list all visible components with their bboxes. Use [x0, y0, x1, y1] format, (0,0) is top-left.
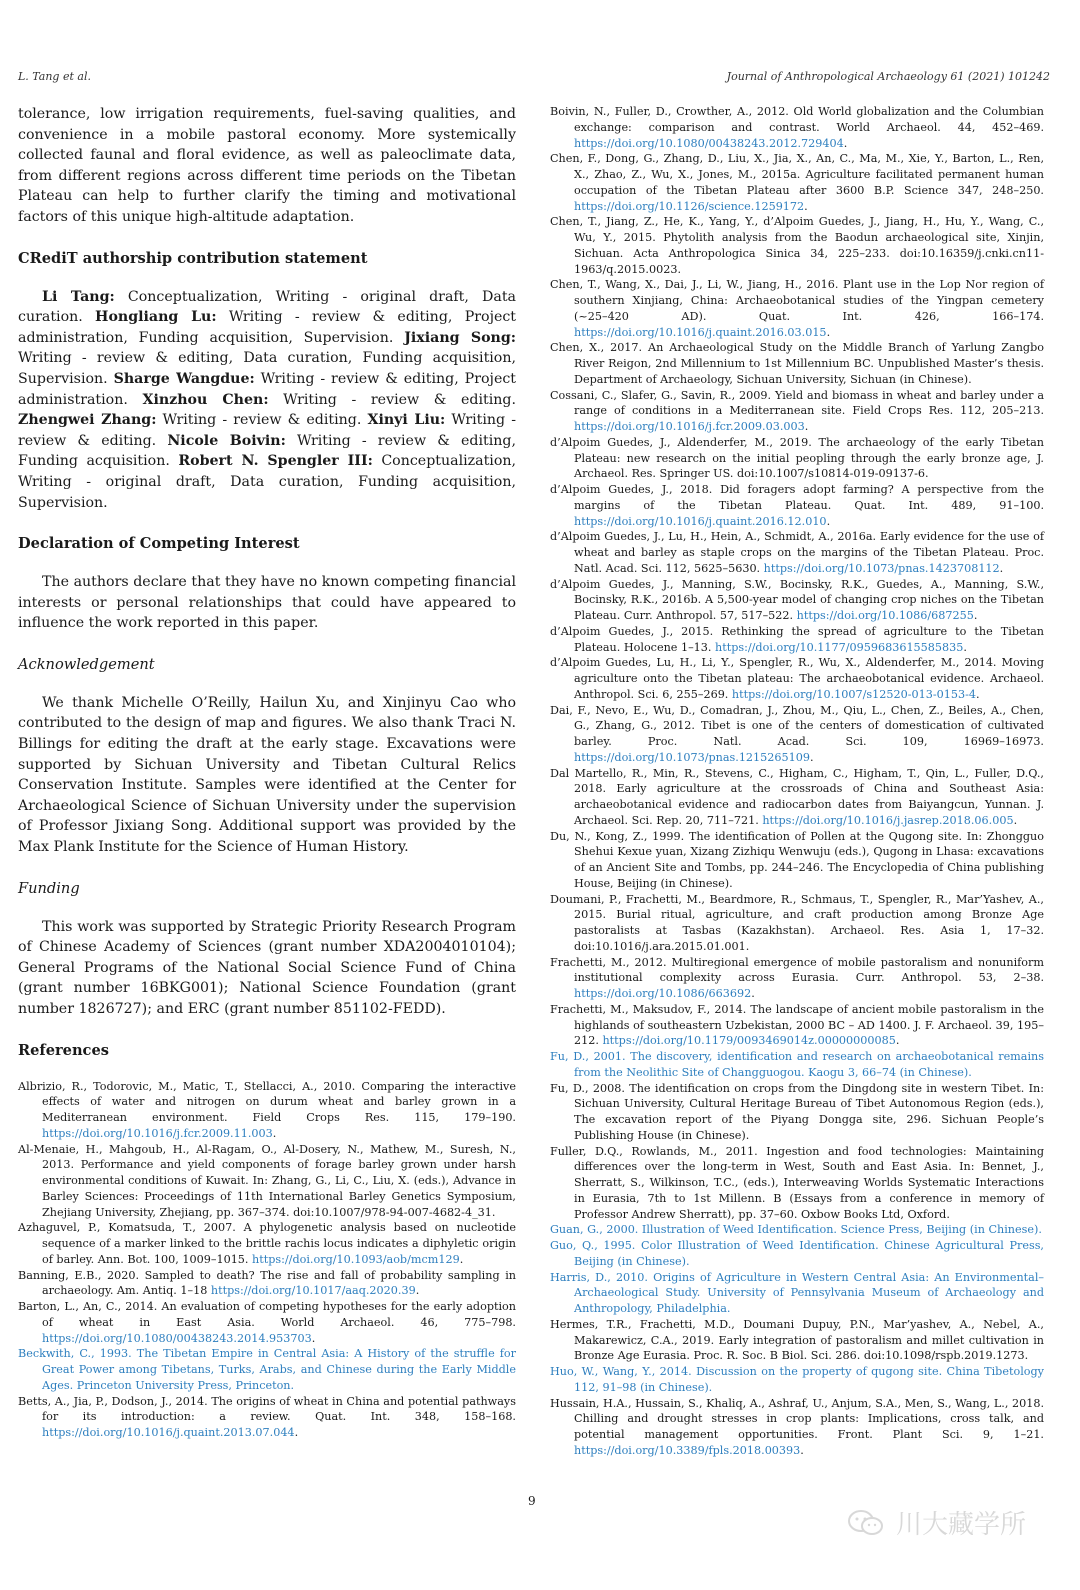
- reference-item: [550, 1049, 1044, 1081]
- reference-text: Al-Menaie, H., Mahgoub, H., Al-Ragam, O., Al-Dosery, N., Mathew, M., Suresh, N., 2013. Performance and yield components of forage barley grown under harsh environmental conditions of Kuwait. In: Zhang, G., Li, C., Liu, X. (eds.), Advance in Barley Sciences: Proceedings of 11th International Barley Genetics Symposium, Zhejiang University, Zhejiang, pp. 367–374. doi:10.1007/978-94-007-4682-4_31.: [18, 1142, 516, 1219]
- reference-text: Guo, Q., 1995. Color Illustration of Weed Identification. Chinese Agricultural Press, Beijing (in Chinese).: [550, 1239, 1044, 1268]
- reference-item: [550, 1081, 1044, 1144]
- reference-item: Azhaguvel, P., Komatsuda, T., 2007. A phylogenetic analysis based on nucleotide sequence of a marker linked to the brittle rachis locus indicates a diphyletic origin of barley. Ann. Bot. 100, 1009–1015. https://doi.org/10.1093/aob/mcm129.: [18, 1221, 516, 1266]
- reference-item: [550, 1222, 1044, 1238]
- reference-item: [550, 1317, 1044, 1364]
- watermark: [846, 1504, 1026, 1541]
- funding-text: This work was supported by Strategic Priority Research Program of Chinese Academy of Sciences (grant number XDA2004010104); General Programs of the National Social Science Fund of China (grant number 16BKG001); National Science Foundation (grant number 1826727); and ERC (grant number 851102-FEDD).: [18, 918, 516, 1017]
- references-heading: References: [18, 1041, 109, 1059]
- credit-author-roles: Writing - review & editing.: [156, 412, 368, 429]
- reference-item: Frachetti, M., 2012. Multiregional emergence of mobile pastoralism and nonuniform institutional complexity across Eurasia. Curr. Anthropol. 53, 2–38. https://doi.org/10.1086/663692.: [550, 955, 1044, 1000]
- credit-author-name: Zhengwei Zhang:: [18, 412, 157, 429]
- reference-text: Boivin, N., Fuller, D., Crowther, A., 2012. Old World globalization and the Columbian exchange: comparison and contrast. World Archaeol. 44, 452–469.: [550, 105, 1044, 134]
- reference-item: Cossani, C., Slafer, G., Savin, R., 2009. Yield and biomass in wheat and barley under a range of conditions in a Mediterranean site. Field Crops Res. 112, 205–213. https://doi.org/10.1016/j.fcr.2009.03.003.: [550, 388, 1044, 433]
- intro-paragraph: tolerance, low irrigation requirements, fuel-saving qualities, and convenience in a mobile pastoral economy. More systemically collected faunal and floral evidence, as well as paleoclimate data, from different regions across different time periods on the Tibetan Plateau can help to further clarify the timing and motivational factors of this unique high-altitude adaptation.: [18, 106, 516, 225]
- reference-text: d’Alpoim Guedes, J., Manning, S.W., Bocinsky, R.K., Guedes, A., Manning, S.W., Bocinsky, R.K., 2016b. A 5,500-year model of changing crop niches on the Tibetan Plateau. Curr. Anthropol. 57, 517–522.: [550, 577, 1044, 622]
- funding-heading: Funding: [18, 879, 80, 897]
- doi-link[interactable]: https://doi.org/10.1016/j.quaint.2013.07.044: [42, 1426, 295, 1440]
- reference-item: [550, 214, 1044, 277]
- reference-item: [550, 829, 1044, 892]
- reference-text: Azhaguvel, P., Komatsuda, T., 2007. A phylogenetic analysis based on nucleotide sequence of a marker linked to the brittle rachis locus indicates a diphyletic origin of barley. Ann. Bot. 100, 1009–1015.: [18, 1221, 516, 1266]
- reference-item: [550, 1270, 1044, 1317]
- right-column: [550, 104, 1044, 1459]
- reference-text: Dai, F., Nevo, E., Wu, D., Comadran, J., Zhou, M., Qiu, L., Chen, Z., Beiles, A., Chen, G., Zhang, G., 2012. Tibet is one of the centers of domestication of cultivated barley. Proc. Natl. Acad. Sci. 109, 16969–16973.: [550, 703, 1044, 748]
- reference-item: d’Alpoim Guedes, J., 2015. Rethinking the spread of agriculture to the Tibetan Plateau. Holocene 1–13. https://doi.org/10.1177/0959683615585835.: [550, 624, 1044, 654]
- reference-item: Frachetti, M., Maksudov, F., 2014. The landscape of ancient mobile pastoralism in the highlands of southeastern Uzbekistan, 2000 BC – AD 1400. J. F. Archaeol. 39, 195–212. https://doi.org/10.1179/0093469014z.00000000085.: [550, 1002, 1044, 1048]
- doi-link[interactable]: https://doi.org/10.1016/j.quaint.2016.03.015: [574, 325, 827, 339]
- reference-text: Huo, W., Wang, Y., 2014. Discussion on the property of qugong site. China Tibetology 112, 91–98 (in Chinese).: [550, 1365, 1044, 1394]
- doi-link[interactable]: https://doi.org/10.1126/science.1259172: [574, 199, 805, 213]
- reference-text: Chen, F., Dong, G., Zhang, D., Liu, X., Jia, X., An, C., Ma, M., Xie, Y., Barton, L., Ren, X., Zhao, Z., Wu, X., Jones, M., 2015a. Agriculture facilitated permanent human occupation of the Tibetan Plateau after 3600 B.P. Science 347, 248–250.: [550, 152, 1044, 197]
- reference-text: Harris, D., 2010. Origins of Agriculture in Western Central Asia: An Environmental–Archaeological Study. University of Pennsylvania Museum of Archaeology and Anthropology, Philadelphia.: [550, 1270, 1044, 1315]
- reference-item: [550, 1144, 1044, 1223]
- acknowledgement-text: We thank Michelle O’Reilly, Hailun Xu, and Xinjinyu Cao who contributed to the design of map and figures. We also thank Traci N. Billings for editing the draft at the early stage. Excavations were supported by Sichuan University and Tibetan Cultural Relics Conservation Institute. Samples were identified at the Center for Archaeological Science of Sichuan University under the supervision of Professor Jixiang Song. Additional support was provided by the Max Plank Institute for the Science of Human History.: [18, 694, 516, 856]
- doi-link[interactable]: https://doi.org/10.1073/pnas.1215265109: [574, 750, 810, 764]
- reference-text: d’Alpoim Guedes, J., 2015. Rethinking the spread of agriculture to the Tibetan Plateau. Holocene 1–13.: [550, 624, 1044, 654]
- credit-author-roles: Conceptualization, Writing - original draft, Data curation.: [18, 288, 516, 326]
- reference-text: Hussain, H.A., Hussain, S., Khaliq, A., Ashraf, U., Anjum, S.A., Men, S., Wang, L., 2018. Chilling and drought stresses in crop plants: Implications, cross talk, and potential management opportunities. Front. Plant Sci. 9, 1–21.: [550, 1396, 1044, 1441]
- credit-author-name: Hongliang Lu:: [95, 309, 217, 326]
- reference-item: d’Alpoim Guedes, J., Manning, S.W., Bocinsky, R.K., Guedes, A., Manning, S.W., Bocinsky, R.K., 2016b. A 5,500-year model of changing crop niches on the Tibetan Plateau. Curr. Anthropol. 57, 517–522. https://doi.org/10.1086/687255.: [550, 577, 1044, 622]
- credit-heading: CRediT authorship contribution statement: [18, 249, 368, 267]
- credit-statement: [18, 287, 516, 514]
- reference-text: Beckwith, C., 1993. The Tibetan Empire in Central Asia: A History of the struffle for Great Power among Tibetans, Turks, Arabs, and Chinese during the Early Middle Ages. Princeton University Press, Princeton.: [18, 1347, 516, 1392]
- acknowledgement-heading: Acknowledgement: [18, 655, 155, 673]
- doi-link[interactable]: https://doi.org/10.1016/j.jasrep.2018.06.005: [762, 813, 1014, 827]
- reference-item: Dai, F., Nevo, E., Wu, D., Comadran, J., Zhou, M., Qiu, L., Chen, Z., Beiles, A., Chen, G., Zhang, G., 2012. Tibet is one of the centers of domestication of cultivated barley. Proc. Natl. Acad. Sci. 109, 16969–16973. https://doi.org/10.1073/pnas.1215265109.: [550, 703, 1044, 764]
- reference-item: Chen, F., Dong, G., Zhang, D., Liu, X., Jia, X., An, C., Ma, M., Xie, Y., Barton, L., Ren, X., Zhao, Z., Wu, X., Jones, M., 2015a. Agriculture facilitated permanent human occupation of the Tibetan Plateau after 3600 B.P. Science 347, 248–250. https://doi.org/10.1126/science.1259172.: [550, 152, 1044, 213]
- reference-item: [550, 1364, 1044, 1396]
- credit-author-roles: Writing - review & editing, Project administration, Funding acquisition, Supervision.: [18, 309, 517, 346]
- reference-item: d’Alpoim Guedes, J., Lu, H., Hein, A., Schmidt, A., 2016a. Early evidence for the use of wheat and barley as staple crops on the margins of the Tibetan Plateau. Proc. Natl. Acad. Sci. 112, 5625–5630. https://doi.org/10.1073/pnas.1423708112.: [550, 530, 1044, 575]
- reference-text: Fuller, D.Q., Rowlands, M., 2011. Ingestion and food technologies: Maintaining differences over the long-term in West, South and East Asia. In: Bennet, J., Sherratt, S., Wilkinson, T.C., (eds.), Interweaving Worlds Systematic Interactions in Eurasia, 7th to 1st Millenn. B (Essays from a conference in memory of Professor Andrew Sherratt), pp. 37–60. Oxbow Books Ltd, Oxford.: [550, 1144, 1044, 1221]
- credit-author-roles: Writing - review & editing.: [268, 391, 516, 408]
- reference-item: Banning, E.B., 2020. Sampled to death? The rise and fall of probability sampling in archaeology. Am. Antiq. 1–18 https://doi.org/10.1017/aaq.2020.39.: [18, 1268, 516, 1298]
- page-number: 9: [528, 1494, 536, 1508]
- reference-text: d’Alpoim Guedes, Lu, H., Li, Y., Spengler, R., Wu, X., Aldenderfer, M., 2014. Moving agriculture onto the Tibetan plateau: The archaeobotanical evidence. Archaeol. Anthropol. Sci. 6, 255–269.: [550, 656, 1044, 701]
- reference-text: Chen, T., Jiang, Z., He, K., Yang, Y., d’Alpoim Guedes, J., Jiang, H., Hu, Y., Wang, C., Wu, Y., 2015. Phytolith analysis from the Baodun archaeological site, Xinjin, Sichuan. Acta Anthropologica Sinica 34, 225–233. doi:10.16359/j.cnki.cn11-1963/q.2015.0023.: [550, 215, 1044, 276]
- doi-link[interactable]: https://doi.org/10.1177/0959683615585835: [715, 640, 964, 654]
- reference-text: d’Alpoim Guedes, J., Lu, H., Hein, A., Schmidt, A., 2016a. Early evidence for the use of wheat and barley as staple crops on the margins of the Tibetan Plateau. Proc. Natl. Acad. Sci. 112, 5625–5630.: [550, 530, 1044, 575]
- left-column: [18, 104, 516, 1441]
- wechat-icon: [846, 1509, 886, 1537]
- doi-link[interactable]: https://doi.org/10.1016/j.quaint.2016.12.010: [574, 514, 827, 528]
- credit-author-name: Sharge Wangdue:: [113, 370, 255, 387]
- reference-item: Dal Martello, R., Min, R., Stevens, C., Higham, C., Higham, T., Qin, L., Fuller, D.Q., 2018. Early agriculture at the crossroads of China and Southeast Asia: archaeobotanical evidence and radiocarbon dates from Baiyangcun, Yunnan. J. Archaeol. Sci. Rep. 20, 711–721. https://doi.org/10.1016/j.jasrep.2018.06.005.: [550, 766, 1044, 827]
- running-head-authors: L. Tang et al.: [18, 70, 91, 83]
- reference-text: Albrizio, R., Todorovic, M., Matic, T., Stellacci, A., 2010. Comparing the interactive effects of water and nitrogen on durum wheat and barley grown in a Mediterranean environment. Field Crops Res. 115, 179–190.: [18, 1079, 516, 1125]
- reference-text: Frachetti, M., 2012. Multiregional emergence of mobile pastoralism and nonuniform institutional complexity across Eurasia. Curr. Anthropol. 53, 2–38.: [550, 955, 1044, 985]
- reference-text: Cossani, C., Slafer, G., Savin, R., 2009. Yield and biomass in wheat and barley under a range of conditions in a Mediterranean site. Field Crops Res. 112, 205–213.: [550, 388, 1044, 418]
- reference-text: Barton, L., An, C., 2014. An evaluation of competing hypotheses for the early adoption of wheat in East Asia. World Archaeol. 46, 775–798.: [18, 1300, 516, 1329]
- reference-text: Doumani, P., Frachetti, M., Beardmore, R., Schmaus, T., Spengler, R., Mar’Yashev, A., 2015. Burial ritual, agriculture, and craft production among Bronze Age pastoralists at Tasbas (Kazakhstan). Archaeol. Res. Asia 1, 17–32. doi:10.1016/j.ara.2015.01.001.: [550, 892, 1044, 953]
- credit-author-roles: Writing - review & editing, Data curation, Funding acquisition, Supervision.: [18, 350, 516, 387]
- reference-item: Barton, L., An, C., 2014. An evaluation of competing hypotheses for the early adoption of wheat in East Asia. World Archaeol. 46, 775–798. https://doi.org/10.1080/00438243.2014.953703.: [18, 1300, 516, 1345]
- reference-item: [18, 1346, 516, 1393]
- doi-link[interactable]: https://doi.org/10.1080/00438243.2014.953703: [42, 1331, 312, 1345]
- reference-item: [550, 892, 1044, 955]
- reference-text: Du, N., Kong, Z., 1999. The identification of Pollen at the Qugong site. In: Zhongguo Shehui Kexue yuan, Xizang Zizhiqu Wenwuju (eds.), Qugong in Lhasa: excavations of an Ancient Site and Tombs, pp. 244–246. The Encyclopedia of China publishing House, Beijing (in Chinese).: [550, 829, 1044, 890]
- reference-list-right: [550, 104, 1044, 1459]
- doi-link[interactable]: https://doi.org/10.1093/aob/mcm129: [252, 1252, 460, 1266]
- doi-link[interactable]: https://doi.org/10.1080/00438243.2012.729404: [574, 136, 844, 150]
- reference-text: Chen, X., 2017. An Archaeological Study on the Middle Branch of Yarlung Zangbo River Reigon, 2nd Millennium to 1st Millennium BC. Unpublished Master’s thesis. Department of Archaeology, Sichuan University, Sichuan (in Chinese).: [550, 341, 1044, 386]
- credit-author-roles: Writing - review & editing.: [18, 412, 516, 449]
- doi-link[interactable]: https://doi.org/10.1016/j.fcr.2009.03.003: [574, 420, 805, 433]
- reference-text: Hermes, T.R., Frachetti, M.D., Doumani Dupuy, P.N., Mar’yashev, A., Nebel, A., Makarewicz, C.A., 2019. Early integration of pastoralism and millet cultivation in Bronze Age Eurasia. Proc. R. Soc. B Biol. Sci. 286. doi:10.1098/rspb.2019.1273.: [550, 1317, 1044, 1363]
- reference-text: Dal Martello, R., Min, R., Stevens, C., Higham, C., Higham, T., Qin, L., Fuller, D.Q., 2018. Early agriculture at the crossroads of China and Southeast Asia: archaeobotanical evidence and radiocarbon dates from Baiyangcun, Yunnan. J. Archaeol. Sci. Rep. 20, 711–721.: [550, 766, 1044, 827]
- credit-author-roles: Writing - review & editing, Funding acquisition.: [18, 432, 516, 470]
- reference-text: Banning, E.B., 2020. Sampled to death? The rise and fall of probability sampling in archaeology. Am. Antiq. 1–18: [18, 1268, 516, 1298]
- reference-text: Frachetti, M., Maksudov, F., 2014. The landscape of ancient mobile pastoralism in the highlands of southeastern Uzbekistan, 2000 BC – AD 1400. J. F. Archaeol. 39, 195–212.: [550, 1002, 1044, 1048]
- doi-link[interactable]: https://doi.org/10.1086/663692: [574, 987, 752, 1000]
- reference-item: d’Alpoim Guedes, Lu, H., Li, Y., Spengler, R., Wu, X., Aldenderfer, M., 2014. Moving agriculture onto the Tibetan plateau: The archaeobotanical evidence. Archaeol. Anthropol. Sci. 6, 255–269. https://doi.org/10.1007/s12520-013-0153-4.: [550, 656, 1044, 701]
- reference-item: d’Alpoim Guedes, J., 2018. Did foragers adopt farming? A perspective from the margins of the Tibetan Plateau. Quat. Int. 489, 91–100. https://doi.org/10.1016/j.quaint.2016.12.010.: [550, 483, 1044, 528]
- doi-link[interactable]: https://doi.org/10.3389/fpls.2018.00393: [574, 1443, 801, 1457]
- reference-item: [550, 1238, 1044, 1270]
- credit-author-name: Jixiang Song:: [404, 329, 516, 346]
- credit-author-name: Xinyi Liu:: [367, 412, 446, 429]
- reference-item: [18, 1142, 516, 1221]
- competing-interest-text: The authors declare that they have no known competing financial interests or personal relationships that could have appeared to influence the work reported in this paper.: [18, 574, 516, 632]
- doi-link[interactable]: https://doi.org/10.1007/s12520-013-0153-4: [731, 687, 977, 701]
- reference-item: Chen, T., Wang, X., Dai, J., Li, W., Jiang, H., 2016. Plant use in the Lop Nor region of southern Xinjiang, China: Archaeobotanical studies of the Yingpan cemetery (~25–420 AD). Quat. Int. 426, 166–174. https://doi.org/10.1016/j.quaint.2016.03.015.: [550, 278, 1044, 339]
- credit-author-roles: Writing - review & editing, Project administration.: [18, 370, 516, 408]
- doi-link[interactable]: https://doi.org/10.1179/0093469014z.00000000085: [602, 1034, 896, 1048]
- doi-link[interactable]: https://doi.org/10.1086/687255: [796, 609, 974, 622]
- competing-interest-heading: Declaration of Competing Interest: [18, 535, 300, 553]
- reference-item: Boivin, N., Fuller, D., Crowther, A., 2012. Old World globalization and the Columbian exchange: comparison and contrast. World Archaeol. 44, 452–469. https://doi.org/10.1080/00438243.2012.729404.: [550, 105, 1044, 150]
- reference-text: Fu, D., 2001. The discovery, identification and research on archaeobotanical remains from the Neolithic Site of Changguogou. Kaogu 3, 66–74 (in Chinese).: [550, 1050, 1044, 1079]
- reference-item: Hussain, H.A., Hussain, S., Khaliq, A., Ashraf, U., Anjum, S.A., Men, S., Wang, L., 2018. Chilling and drought stresses in crop plants: Implications, cross talk, and potential management opportunities. Front. Plant Sci. 9, 1–21. https://doi.org/10.3389/fpls.2018.00393.: [550, 1396, 1044, 1457]
- reference-item: Albrizio, R., Todorovic, M., Matic, T., Stellacci, A., 2010. Comparing the interactive effects of water and nitrogen on durum wheat and barley grown in a Mediterranean environment. Field Crops Res. 115, 179–190. https://doi.org/10.1016/j.fcr.2009.11.003.: [18, 1079, 516, 1140]
- credit-author-roles: Conceptualization, Writing - original draft, Data curation, Funding acquisition, Supervision.: [18, 453, 517, 511]
- credit-author-name: Robert N. Spengler III:: [178, 453, 373, 470]
- credit-author-name: Li Tang:: [42, 288, 115, 305]
- reference-text: d’Alpoim Guedes, J., 2018. Did foragers adopt farming? A perspective from the margins of the Tibetan Plateau. Quat. Int. 489, 91–100.: [550, 483, 1044, 512]
- running-head-journal: Journal of Anthropological Archaeology 61 (2021) 101242: [726, 70, 1050, 83]
- reference-item: [550, 340, 1044, 387]
- credit-author-name: Xinzhou Chen:: [142, 391, 269, 408]
- reference-text: d’Alpoim Guedes, J., Aldenderfer, M., 2019. The archaeology of the early Tibetan Plateau: new research on the initial peopling through the early bronze age, J. Archaeol. Res. Springer US. doi:10.1007/s10814-019-09137-6.: [550, 435, 1044, 481]
- doi-link[interactable]: https://doi.org/10.1017/aaq.2020.39: [210, 1284, 416, 1298]
- reference-list-left: [18, 1079, 516, 1441]
- reference-text: Fu, D., 2008. The identification on crops from the Dingdong site in western Tibet. In: Sichuan University, Cultural Heritage Bureau of Tibet Autonomous Region (eds.), The excavation report of the Piyang Dongga site, 296. Sichuan People’s Publishing House (in Chinese).: [550, 1081, 1044, 1142]
- reference-text: Guan, G., 2000. Illustration of Weed Identification. Science Press, Beijing (in Chinese).: [550, 1223, 1042, 1237]
- reference-item: Betts, A., Jia, P., Dodson, J., 2014. The origins of wheat in China and potential pathways for its introduction: a review. Quat. Int. 348, 158–168. https://doi.org/10.1016/j.quaint.2013.07.044.: [18, 1394, 516, 1440]
- reference-text: Chen, T., Wang, X., Dai, J., Li, W., Jiang, H., 2016. Plant use in the Lop Nor region of southern Xinjiang, China: Archaeobotanical studies of the Yingpan cemetery (~25–420 AD). Quat. Int. 426, 166–174.: [550, 278, 1044, 323]
- credit-author-name: Nicole Boivin:: [167, 432, 286, 449]
- doi-link[interactable]: https://doi.org/10.1073/pnas.1423708112: [763, 561, 1000, 575]
- reference-text: Betts, A., Jia, P., Dodson, J., 2014. The origins of wheat in China and potential pathways for its introduction: a review. Quat. Int. 348, 158–168.: [18, 1394, 516, 1424]
- doi-link[interactable]: https://doi.org/10.1016/j.fcr.2009.11.003: [42, 1126, 273, 1140]
- reference-item: [550, 435, 1044, 482]
- watermark-text: 川大藏学所: [896, 1510, 1027, 1540]
